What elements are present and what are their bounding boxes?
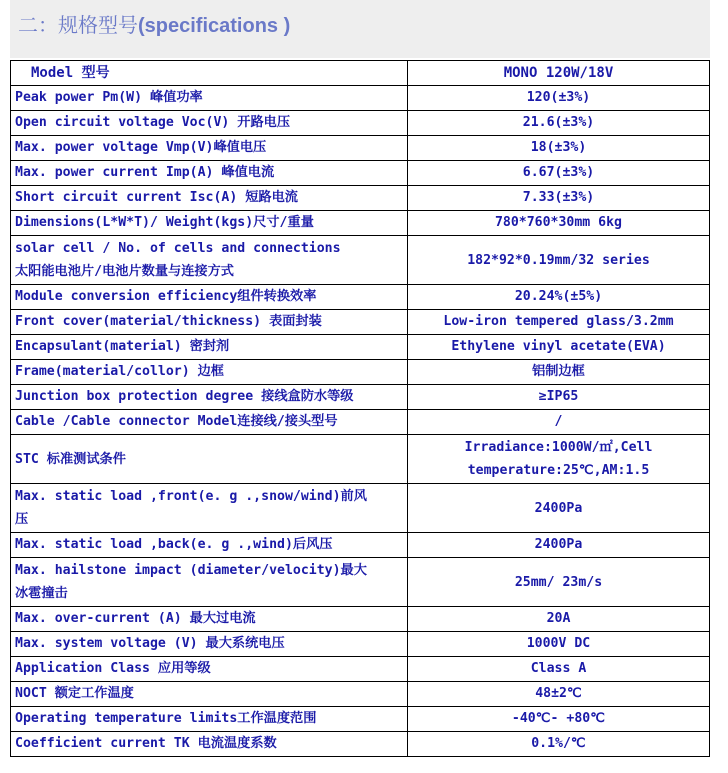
spec-value: 25mm/ 23m/s (514, 574, 603, 590)
spec-label: Cable /Cable connector Model连接线/接头型号 (15, 414, 338, 429)
spec-label: Front cover(material/thickness) 表面封装 (15, 314, 322, 329)
spec-value-cell (408, 236, 710, 285)
spec-value-cell (408, 558, 710, 607)
spec-value: -40℃- +80℃ (511, 711, 606, 726)
spec-value: 48±2℃ (535, 686, 582, 701)
spec-value: 2400Pa (534, 500, 583, 516)
spec-value-cell (408, 682, 710, 707)
spec-value: ≥IP65 (538, 389, 579, 404)
spec-value: 120(±3%) (526, 90, 591, 105)
spec-table (10, 60, 710, 757)
spec-value: 780*760*30mm 6kg (494, 215, 623, 230)
spec-label-cell (11, 484, 408, 533)
spec-label: Frame(material/collor) 边框 (15, 364, 224, 379)
spec-label-cell (11, 360, 408, 385)
spec-row (11, 682, 710, 707)
spec-value-cell (408, 607, 710, 632)
spec-row (11, 558, 710, 607)
spec-row (11, 435, 710, 484)
spec-label-cell (11, 385, 408, 410)
spec-row (11, 136, 710, 161)
spec-row (11, 410, 710, 435)
spec-value: 0.1%/℃ (531, 736, 586, 751)
spec-value-cell (408, 484, 710, 533)
spec-value: 6.67(±3%) (522, 165, 595, 180)
spec-value-cell (408, 533, 710, 558)
spec-value: 20.24%(±5%) (514, 289, 603, 304)
spec-row (11, 533, 710, 558)
spec-label: Operating temperature limits工作温度范围 (15, 711, 317, 726)
section-title-zh: 二：规格型号 (18, 13, 138, 37)
spec-row (11, 657, 710, 682)
spec-label-cell (11, 211, 408, 236)
spec-table-body (11, 61, 710, 757)
spec-value-cell (408, 385, 710, 410)
spec-row (11, 111, 710, 136)
spec-label-cell (11, 111, 408, 136)
spec-label-cell (11, 533, 408, 558)
spec-value-cell (408, 732, 710, 757)
spec-row (11, 236, 710, 285)
spec-label: Dimensions(L*W*T)/ Weight(kgs)尺寸/重量 (15, 215, 314, 230)
spec-label-cell (11, 657, 408, 682)
spec-label: Max. static load ,back(e. g .,wind)后风压 (15, 537, 333, 552)
spec-label: 压 (15, 512, 29, 527)
spec-value-cell (408, 186, 710, 211)
spec-label-cell (11, 607, 408, 632)
section-title-en: (specifications ) (138, 15, 291, 37)
spec-row (11, 285, 710, 310)
section-header (10, 0, 710, 58)
spec-label-cell (11, 136, 408, 161)
spec-label-cell (11, 435, 408, 484)
spec-label: Junction box protection degree 接线盒防水等级 (15, 389, 354, 404)
spec-row (11, 310, 710, 335)
spec-label-cell (11, 186, 408, 211)
spec-header-row (11, 61, 710, 86)
spec-value-cell (408, 360, 710, 385)
spec-value-cell (408, 86, 710, 111)
spec-label: Max. power current Imp(A) 峰值电流 (15, 165, 275, 180)
spec-label-cell (11, 236, 408, 285)
spec-header-label: Model 型号 (11, 61, 408, 86)
spec-value-cell (408, 435, 710, 484)
spec-value-cell (408, 335, 710, 360)
spec-label: Application Class 应用等级 (15, 661, 211, 676)
spec-label: solar cell / No. of cells and connections (15, 241, 341, 256)
spec-value-cell (408, 310, 710, 335)
spec-label: Max. power voltage Vmp(V)峰值电压 (15, 140, 267, 155)
spec-label: Module conversion efficiency组件转换效率 (15, 289, 317, 304)
spec-label: Max. over-current (A) 最大过电流 (15, 611, 256, 626)
spec-value: 2400Pa (534, 537, 583, 552)
spec-label: Coefficient current TK 电流温度系数 (15, 736, 277, 751)
spec-value: Ethylene vinyl acetate(EVA) (451, 339, 666, 354)
spec-value-cell (408, 136, 710, 161)
spec-label: Max. static load ,front(e. g .,snow/wind)前风 (15, 489, 367, 504)
spec-row (11, 385, 710, 410)
spec-value-cell (408, 410, 710, 435)
spec-value: Irradiance:1000W/㎡,Cell (464, 440, 653, 455)
spec-label-cell (11, 86, 408, 111)
spec-label-cell (11, 310, 408, 335)
spec-value: 182*92*0.19mm/32 series (467, 252, 650, 268)
spec-label: Open circuit voltage Voc(V) 开路电压 (15, 115, 291, 130)
spec-label: NOCT 额定工作温度 (15, 686, 134, 701)
spec-value: 21.6(±3%) (522, 115, 595, 130)
spec-value-cell (408, 161, 710, 186)
spec-label-cell (11, 161, 408, 186)
spec-label: 太阳能电池片/电池片数量与连接方式 (15, 264, 234, 279)
spec-value: Class A (530, 661, 587, 676)
spec-value: 铝制边框 (532, 364, 585, 379)
spec-row (11, 360, 710, 385)
spec-label-cell (11, 410, 408, 435)
spec-label-cell (11, 558, 408, 607)
spec-label: Max. system voltage (V) 最大系统电压 (15, 636, 285, 651)
spec-value-cell (408, 707, 710, 732)
spec-label-cell (11, 682, 408, 707)
spec-label: Short circuit current Isc(A) 短路电流 (15, 190, 298, 205)
spec-row (11, 211, 710, 236)
spec-row (11, 86, 710, 111)
spec-value: 20A (546, 611, 571, 626)
spec-label: Peak power Pm(W) 峰值功率 (15, 90, 203, 105)
spec-row (11, 161, 710, 186)
spec-label-cell (11, 707, 408, 732)
spec-value: temperature:25℃,AM:1.5 (467, 463, 650, 478)
spec-label: Encapsulant(material) 密封剂 (15, 339, 230, 354)
spec-value: 1000V DC (526, 636, 591, 651)
spec-label-cell (11, 285, 408, 310)
spec-value: / (554, 414, 563, 429)
spec-row (11, 484, 710, 533)
spec-header-value: MONO 120W/18V (408, 61, 710, 86)
spec-value-cell (408, 285, 710, 310)
spec-value: 18(±3%) (530, 140, 587, 155)
spec-value-cell (408, 211, 710, 236)
section-title (18, 9, 290, 38)
spec-value: Low-iron tempered glass/3.2mm (443, 314, 674, 329)
spec-label-cell (11, 732, 408, 757)
spec-row (11, 707, 710, 732)
spec-value-cell (408, 657, 710, 682)
spec-label-cell (11, 335, 408, 360)
spec-value-cell (408, 632, 710, 657)
spec-label-cell (11, 632, 408, 657)
spec-label: STC 标准测试条件 (15, 451, 126, 467)
spec-row (11, 335, 710, 360)
spec-row (11, 607, 710, 632)
spec-value: 7.33(±3%) (522, 190, 595, 205)
spec-row (11, 732, 710, 757)
spec-label: Max. hailstone impact (diameter/velocity)最大 (15, 563, 367, 578)
spec-value-cell (408, 111, 710, 136)
spec-row (11, 186, 710, 211)
spec-row (11, 632, 710, 657)
spec-label: 冰雹撞击 (15, 586, 68, 601)
